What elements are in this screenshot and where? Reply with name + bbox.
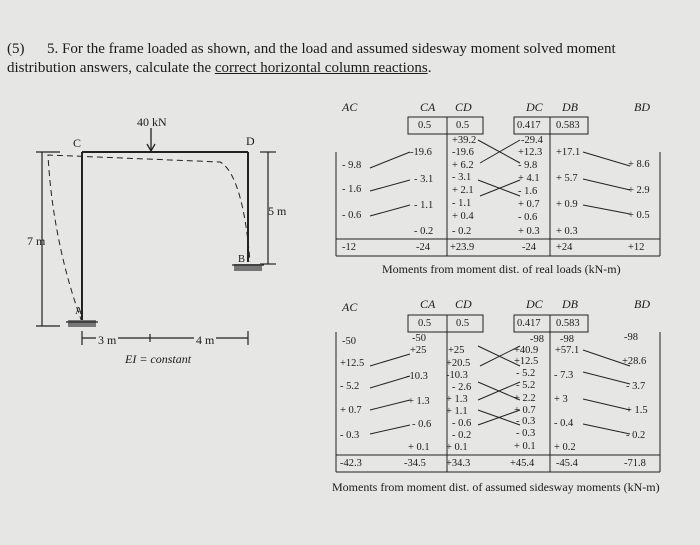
- t1-db-value: + 0.3: [556, 226, 578, 237]
- node-d-label: D: [246, 134, 255, 148]
- t2-cd-value: - 0.6: [452, 418, 472, 429]
- t1-cd-value: + 2.1: [452, 185, 474, 196]
- df-dc: 0.417: [517, 120, 541, 131]
- t2-ca-value: - 0.6: [412, 419, 432, 430]
- t2-cd-value: - 0.2: [452, 430, 472, 441]
- t1-cd-total: +23.9: [450, 242, 475, 253]
- header-dc: DC: [526, 100, 543, 114]
- df-db: 0.583: [556, 120, 580, 131]
- node-b-label: B: [238, 254, 246, 265]
- t1-ca-value: - 0.2: [414, 226, 434, 237]
- t1-db-value: + 0.9: [556, 199, 578, 210]
- t1-cd-value: -19.6: [452, 147, 474, 158]
- node-a-label: A: [75, 306, 83, 317]
- t2-ac-value: - 5.2: [340, 381, 360, 392]
- t2-dc-total: +45.4: [510, 458, 535, 469]
- t1-ac-value: - 9.8: [342, 160, 362, 171]
- t1-cd-value: - 1.1: [452, 198, 472, 209]
- t1-dc-value: +12.3: [518, 147, 543, 158]
- header-dc: DC: [526, 297, 543, 311]
- df-cd: 0.5: [456, 318, 470, 329]
- t1-ac-total: -12: [342, 242, 356, 253]
- t2-cd-value: + 0.1: [446, 442, 468, 453]
- t2-dc-value: + 2.2: [514, 393, 536, 404]
- t2-cd-value: + 1.1: [446, 406, 468, 417]
- t1-cd-value: - 3.1: [452, 172, 472, 183]
- t1-bd-value: + 8.6: [628, 159, 650, 170]
- header-ac: AC: [342, 100, 358, 114]
- question-line-2-suffix: .: [427, 60, 432, 76]
- t1-dc-value: - 1.6: [518, 186, 538, 197]
- table-sidesway-caption: Moments from moment dist. of assumed sidesway moments (kN-m): [332, 480, 660, 494]
- header-cd: CD: [455, 297, 472, 311]
- t2-cd-value: + 1.3: [446, 394, 468, 405]
- t2-dc-value: + 0.1: [514, 441, 536, 452]
- t1-cd-value: - 0.2: [452, 226, 472, 237]
- t1-db-value: + 5.7: [556, 173, 578, 184]
- t1-ac-value: - 1.6: [342, 184, 362, 195]
- t2-bd-value: - 0.2: [626, 430, 646, 441]
- t2-ca-value: +25: [410, 345, 427, 356]
- df-dc: 0.417: [517, 318, 541, 329]
- t1-db-value: +17.1: [556, 147, 581, 158]
- height-left-label: 7 m: [27, 234, 46, 248]
- t1-dc-total: -24: [522, 242, 536, 253]
- header-db: DB: [562, 100, 578, 114]
- t1-dc-value: + 0.3: [518, 226, 540, 237]
- question-line-1: 5. For the frame loaded as shown, and the load and assumed sidesway moment solved moment: [47, 41, 616, 57]
- t1-dc-value: - 0.6: [518, 212, 538, 223]
- t2-cd-value: - 2.6: [452, 382, 472, 393]
- t2-ac-total: -42.3: [340, 458, 362, 469]
- question-underlined-text: correct horizontal column reactions: [214, 60, 428, 76]
- t1-cd-value: +39.2: [452, 135, 477, 146]
- span-left-label: 3 m: [98, 333, 117, 347]
- t2-ac-value: - 0.3: [340, 430, 360, 441]
- t2-bd-value: + 1.5: [626, 405, 648, 416]
- df-cd: 0.5: [456, 120, 470, 131]
- t2-ca-value: -10.3: [406, 371, 428, 382]
- t2-cd-total: +34.3: [446, 458, 471, 469]
- t2-db-value: + 0.2: [554, 442, 576, 453]
- t2-dc-value: - 5.2: [516, 380, 536, 391]
- t2-db-value: + 3: [554, 394, 568, 405]
- t1-dc-value: + 0.7: [518, 199, 540, 210]
- t2-ca-total: -34.5: [404, 458, 426, 469]
- t2-bd-value: +28.6: [622, 356, 647, 367]
- height-right-label: 5 m: [268, 204, 287, 218]
- t2-db-value: - 7.3: [554, 370, 574, 381]
- header-ac: AC: [342, 300, 358, 314]
- t2-dc-value: - 0.3: [516, 416, 536, 427]
- t2-ca-value: -50: [412, 333, 426, 344]
- t2-bd-value: -98: [624, 332, 638, 343]
- df-db: 0.583: [556, 318, 580, 329]
- span-right-label: 4 m: [196, 333, 215, 347]
- t1-dc-value: + 4.1: [518, 173, 540, 184]
- header-bd: BD: [634, 297, 650, 311]
- t2-dc-value: +40.9: [514, 345, 539, 356]
- t1-db-total: +24: [556, 242, 573, 253]
- t2-dc-value: -98: [530, 334, 544, 345]
- t1-cd-value: + 0.4: [452, 211, 474, 222]
- t2-cd-value: +25: [448, 345, 465, 356]
- header-ca: CA: [420, 100, 436, 114]
- t2-dc-value: - 0.3: [516, 428, 536, 439]
- t2-ac-value: +12.5: [340, 358, 365, 369]
- t1-dc-value: - 9.8: [518, 160, 538, 171]
- df-ca: 0.5: [418, 120, 432, 131]
- t1-ca-total: -24: [416, 242, 430, 253]
- question-line-2-prefix: distribution answers, calculate the: [7, 60, 215, 76]
- t2-dc-value: + 0.7: [514, 405, 536, 416]
- t1-ac-value: - 0.6: [342, 210, 362, 221]
- t2-db-total: -45.4: [556, 458, 578, 469]
- stiffness-label: EI = constant: [125, 352, 192, 366]
- t2-ca-value: + 0.1: [408, 442, 430, 453]
- t1-bd-value: + 0.5: [628, 210, 650, 221]
- t2-dc-value: +12.5: [514, 356, 539, 367]
- t1-bd-value: + 2.9: [628, 185, 650, 196]
- t2-ac-value: -50: [342, 336, 356, 347]
- t1-dc-value: -29.4: [521, 135, 543, 146]
- t2-db-value: -98: [560, 334, 574, 345]
- t1-ca-value: -19.6: [410, 147, 432, 158]
- t2-ac-value: + 0.7: [340, 405, 362, 416]
- load-label: 40 kN: [137, 115, 167, 129]
- support-a-hatch: [68, 320, 96, 327]
- header-db: DB: [562, 297, 578, 311]
- t2-db-value: - 0.4: [554, 418, 574, 429]
- node-c-label: C: [73, 136, 82, 150]
- df-ca: 0.5: [418, 318, 432, 329]
- t2-bd-value: - 3.7: [626, 381, 646, 392]
- t2-cd-value: +20.5: [446, 358, 471, 369]
- header-bd: BD: [634, 100, 650, 114]
- t2-db-value: +57.1: [555, 345, 580, 356]
- t2-dc-value: - 5.2: [516, 368, 536, 379]
- table-real-loads-caption: Moments from moment dist. of real loads (kN-m): [382, 262, 621, 276]
- t2-ca-value: + 1.3: [408, 396, 430, 407]
- question-number: (5): [7, 41, 25, 57]
- t1-ca-value: - 3.1: [414, 174, 434, 185]
- t1-cd-value: + 6.2: [452, 160, 474, 171]
- header-cd: CD: [455, 100, 472, 114]
- t1-ca-value: - 1.1: [414, 200, 434, 211]
- t2-bd-total: -71.8: [624, 458, 646, 469]
- header-ca: CA: [420, 297, 436, 311]
- t1-bd-total: +12: [628, 242, 645, 253]
- t2-cd-value: -10.3: [446, 370, 468, 381]
